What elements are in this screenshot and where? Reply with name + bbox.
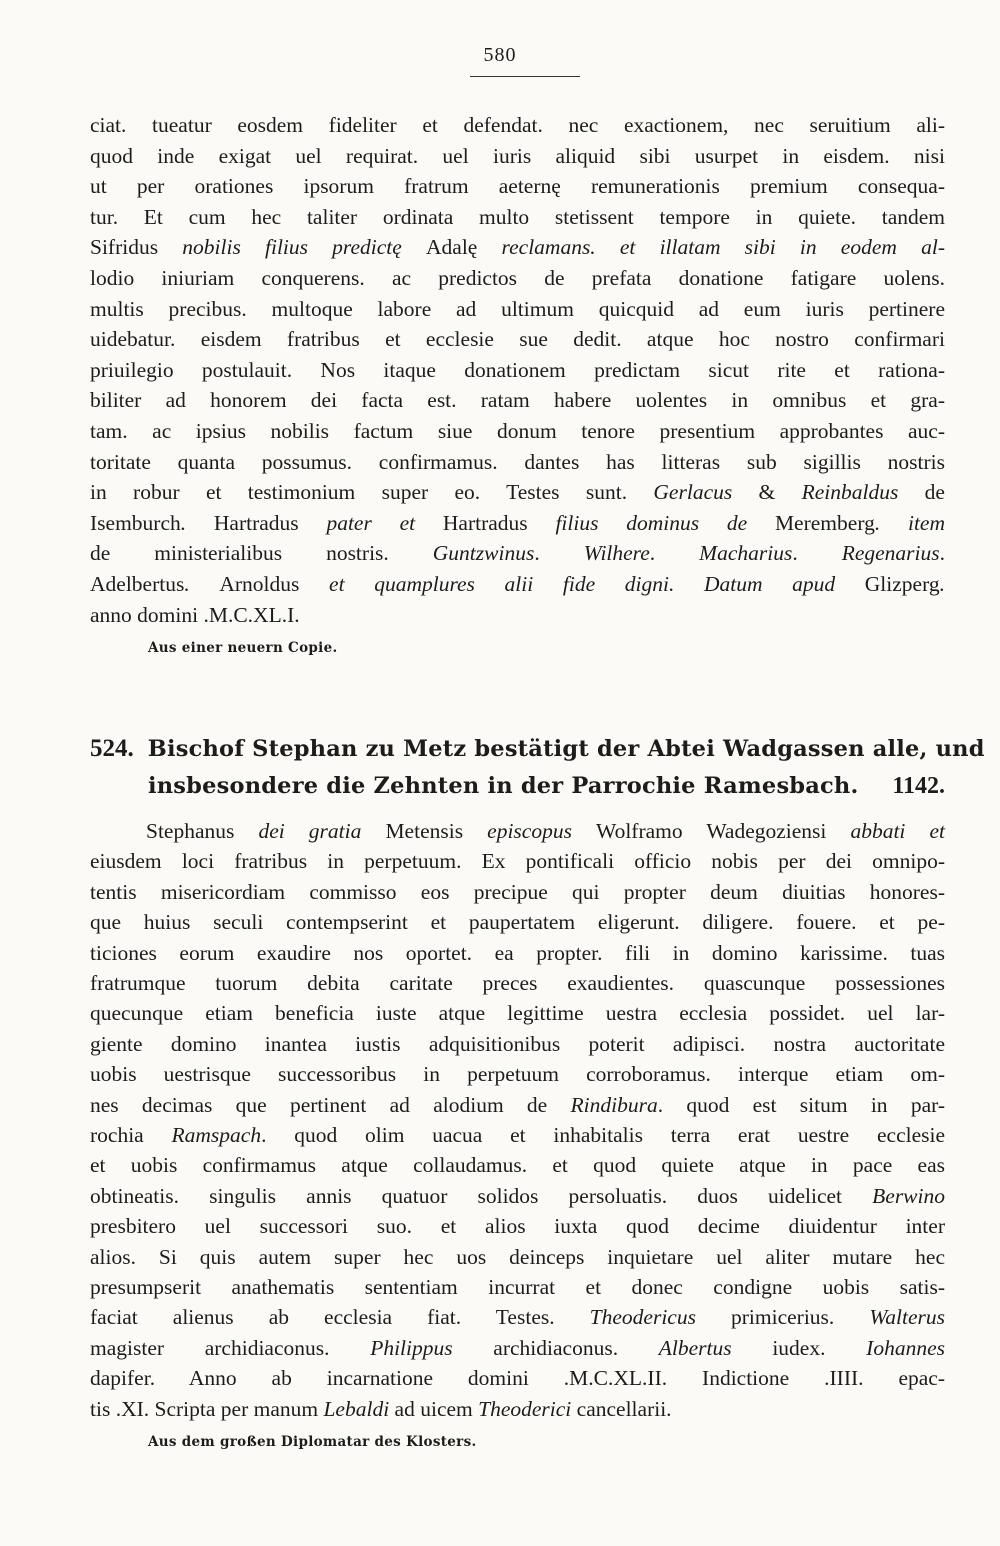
text-line: tentis misericordiam commisso eos precipue qui propter deum diuitias honores- <box>90 879 945 904</box>
text-line: quecunque etiam beneficia iuste atque legittime uestra ecclesia possidet. uel lar- <box>90 1001 945 1026</box>
text-line: que huius seculi contempserint et paupertatem eligerunt. diligere. fouere. et pe- <box>90 910 945 935</box>
document-524-heading <box>90 732 985 766</box>
text-line: in robur et testimonium super eo. Testes sunt. Gerlacus & Reinbaldus de <box>90 480 945 505</box>
italic-name: . <box>180 510 214 535</box>
text-line: lodio iniuriam conquerens. ac predictos de prefata donatione fatigare uolens. <box>90 266 945 290</box>
italic-name: et quamplures alii fide digni. Datum apud <box>299 572 865 596</box>
document-number: 524. <box>90 735 134 762</box>
text-line: Isemburch. Hartradus pater et Hartradus filius dominus de Meremberg. item <box>90 510 946 535</box>
text-line: alios. Si quis autem super hec uos deinceps inquietare uel aliter mutare hec <box>90 1244 945 1269</box>
italic-name: nobilis filius predictę <box>158 235 427 260</box>
italic-name: Reinbaldus <box>801 480 899 505</box>
heading-line-2: insbesondere die Zehnten in der Parrochie Ramesbach. <box>148 773 859 799</box>
heading-line-1: Bischof Stephan zu Metz bestätigt der Abtei Wadgassen alle, und <box>147 736 985 762</box>
italic-name: abbati et <box>826 819 945 843</box>
text-line: presbitero uel successori suo. et alios iuxta quod decime diuidentur inter <box>90 1214 945 1239</box>
document-523-source: Aus einer neuern Copie. <box>148 640 338 656</box>
italic-name: filius dominus de <box>527 510 775 535</box>
text-line: ticiones eorum exaudire nos oportet. ea propter. fili in domino karissime. tuas <box>90 940 945 965</box>
text-line: priuilegio postulauit. Nos itaque donationem predictam sicut rite et rationa- <box>90 357 945 382</box>
text-line: magister archidiaconus. Philippus archidiaconus. Albertus iudex. Iohannes <box>90 1335 945 1360</box>
italic-name: Regenarius <box>841 541 940 566</box>
text-line: Sifridus nobilis filius predictę Adalę reclamans. et illatam sibi in eodem al- <box>90 235 945 260</box>
italic-name: . <box>184 572 220 596</box>
text-line: de ministerialibus nostris. Guntzwinus. Wilhere. Macharius. Regenarius. <box>90 541 946 566</box>
text-line: quod inde exigat uel requirat. uel iuris aliquid sibi usurpet in eisdem. nisi <box>90 143 945 168</box>
text-line: tur. Et cum hec taliter ordinata multo stetissent tempore in quiete. tandem <box>90 204 945 229</box>
text-line: Adelbertus. Arnoldus et quamplures alii fide digni. Datum apud Glizperg. <box>90 572 945 596</box>
text-line: giente domino inantea iustis adquisitionibus poterit adipisci. nostra auctoritate <box>90 1031 945 1056</box>
text-line: uobis uestrisque successoribus in perpetuum corroboramus. interque etiam om- <box>90 1062 945 1087</box>
text-line: ut per orationes ipsorum fratrum aeternę remunerationis premium consequa- <box>90 174 945 199</box>
italic-name: Guntzwinus <box>432 541 535 566</box>
italic-name: Gerlacus <box>653 480 733 505</box>
text-line: faciat alienus ab ecclesia fiat. Testes. Theodericus primicerius. Walterus <box>90 1305 946 1330</box>
italic-name: reclamans. et illatam sibi in eodem al- <box>477 235 945 260</box>
italic-name: Walterus <box>869 1305 946 1330</box>
italic-name: episcopus <box>463 819 597 843</box>
text-line: dapifer. Anno ab incarnatione domini .M.C.XL.II. Indictione .IIII. epac- <box>90 1366 945 1391</box>
text-line: nes decimas que pertinent ad alodium de Rindibura. quod est situm in par- <box>90 1092 946 1117</box>
text-line: biliter ad honorem dei facta est. ratam habere uolentes in omnibus et gra- <box>90 388 945 413</box>
text-line: Stephanus dei gratia Metensis episcopus Wolframo Wadegoziensi abbati et <box>146 819 945 843</box>
italic-name: Albertus <box>658 1335 732 1360</box>
text-line: uidebatur. eisdem fratribus et ecclesie sue dedit. atque hoc nostro confirmari <box>90 327 945 352</box>
text-line: eiusdem loci fratribus in perpetuum. Ex pontificali officio nobis per dei omnipo- <box>90 849 945 874</box>
text-line: multis precibus. multoque labore ad ultimum quicquid ad eum iuris pertinere <box>90 296 945 321</box>
text-line: ciat. tueatur eosdem fideliter et defendat. nec exactionem, nec seruitium ali- <box>90 113 945 137</box>
italic-name: Macharius <box>699 541 793 566</box>
italic-name: Ramspach <box>171 1123 262 1147</box>
text-line: et uobis confirmamus atque collaudamus. et quod quiete atque in pace eas <box>90 1153 945 1178</box>
italic-name: Philippus <box>370 1335 453 1360</box>
italic-name: Iohannes <box>866 1335 945 1360</box>
document-year: 1142. <box>892 773 945 799</box>
document-524-heading-line2 <box>148 769 945 803</box>
italic-name: Theoderici <box>478 1396 572 1421</box>
italic-name: dei gratia <box>234 819 386 843</box>
page-number-rule <box>470 76 580 77</box>
text-line: anno domini .M.C.XL.I. <box>90 602 300 627</box>
page-number: 580 <box>483 44 517 66</box>
italic-name: Wilhere <box>583 541 650 566</box>
text-line: tis .XI. Scripta per manum Lebaldi ad uicem Theoderici cancellarii. <box>90 1396 672 1421</box>
italic-name: . <box>939 572 945 596</box>
italic-name: Rindibura <box>570 1092 658 1117</box>
italic-name: Berwino <box>872 1183 945 1208</box>
italic-name: Lebaldi <box>323 1396 390 1421</box>
document-524-source: Aus dem großen Diplomatar des Klosters. <box>148 1434 477 1450</box>
italic-name: pater et <box>298 510 443 535</box>
text-line: presumpserit anathematis sententiam incurrat et donec condigne uobis satis- <box>90 1275 945 1299</box>
text-line: toritate quanta possumus. confirmamus. dantes has litteras sub sigillis nostris <box>90 449 945 474</box>
text-line: fratrumque tuorum debita caritate preces exaudientes. quascunque possessiones <box>90 971 945 995</box>
italic-name: . item <box>874 510 946 535</box>
italic-name: Theodericus <box>589 1305 696 1330</box>
text-line: obtineatis. singulis annis quatuor solidos persoluatis. duos uidelicet Berwino <box>90 1183 945 1208</box>
text-line: tam. ac ipsius nobilis factum siue donum tenore presentium approbantes auc- <box>90 419 945 443</box>
text-line: rochia Ramspach. quod olim uacua et inhabitalis terra erat uestre ecclesie <box>90 1123 946 1147</box>
